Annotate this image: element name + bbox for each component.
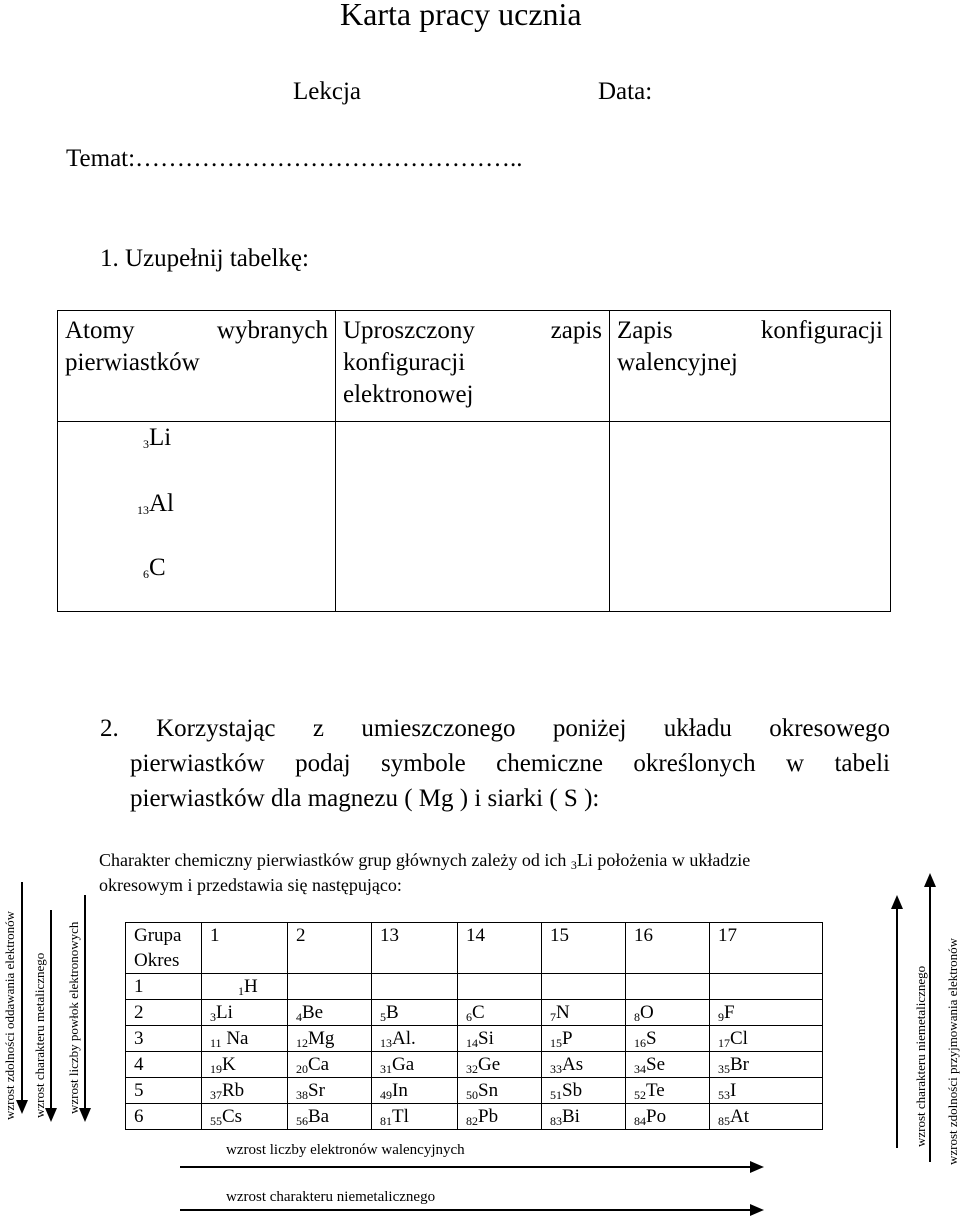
element-symbol: In (392, 1079, 408, 1101)
atomic-number: 32 (466, 1061, 478, 1076)
period-row (126, 1052, 823, 1078)
intro-text-b: położenia w układzie (592, 850, 751, 870)
col-simple-line2: konfiguracji (343, 349, 466, 376)
config-table (57, 310, 891, 612)
element-symbol: Be (302, 1001, 324, 1023)
element-symbol: Tl (392, 1105, 409, 1127)
left-arrow-3-shaft (84, 895, 86, 1110)
atomic-number: 8 (634, 1009, 640, 1024)
topic-label: Temat:……………………………………….. (66, 145, 523, 172)
element-symbol: O (640, 1001, 654, 1023)
empty-cell (458, 974, 542, 1000)
col-simple-word2: zapis (550, 317, 602, 344)
period-number: 6 (126, 1104, 202, 1130)
right-arrow-1-head (891, 895, 903, 909)
element-cell (372, 1104, 458, 1130)
element-symbol: I (730, 1079, 737, 1101)
element-symbol: Mg (308, 1027, 335, 1049)
atomic-number: 19 (210, 1061, 222, 1076)
element-symbol: S (646, 1027, 657, 1049)
element-cell (458, 1052, 542, 1078)
atomic-number: 33 (550, 1061, 562, 1076)
group-number: 16 (626, 923, 710, 949)
atomic-number: 50 (466, 1087, 478, 1102)
atomic-number: 53 (718, 1087, 730, 1102)
element-cell (202, 974, 288, 1000)
atomic-number: 11 (210, 1035, 222, 1050)
element-cell (542, 1052, 626, 1078)
element-symbol: N (556, 1001, 570, 1023)
intro-line1 (99, 850, 750, 871)
group-number: 17 (710, 923, 823, 949)
empty-cell (288, 974, 372, 1000)
element-symbol: Te (646, 1079, 665, 1101)
element-cell (372, 1026, 458, 1052)
periodic-okres-row (126, 948, 823, 974)
left-arrow-3-label: wzrost liczby powłok elektronowych (66, 921, 81, 1114)
element-cell (288, 1000, 372, 1026)
element-cell (710, 1104, 823, 1130)
empty-cell (542, 974, 626, 1000)
atomic-number: 56 (296, 1113, 308, 1128)
period-row (126, 1104, 823, 1130)
atomic-number: 34 (634, 1061, 646, 1076)
col-atoms-word2: wybranych (216, 317, 328, 344)
empty-cell (542, 948, 626, 974)
atomic-number: 35 (718, 1061, 730, 1076)
atomic-number: 13 (380, 1035, 392, 1050)
element-cell (542, 1026, 626, 1052)
element-cell (202, 1052, 288, 1078)
right-arrow-1-label: wzrost charakteru niemetalicznego (913, 965, 928, 1147)
right-arrow-1-shaft (896, 908, 898, 1148)
empty-cell (626, 948, 710, 974)
atom-row (143, 422, 328, 488)
element-cell (458, 1104, 542, 1130)
element-symbol: C (472, 1001, 485, 1023)
atom-symbol: Al (149, 490, 174, 517)
atom-number: 6 (143, 567, 149, 581)
period-row (126, 1026, 823, 1052)
atom-symbol: Li (149, 424, 172, 451)
atomic-number: 51 (550, 1087, 562, 1102)
periodic-table (125, 922, 823, 1130)
atomic-number: 7 (550, 1009, 556, 1024)
element-symbol: Si (478, 1027, 494, 1049)
element-cell (626, 1078, 710, 1104)
element-cell (542, 1078, 626, 1104)
atomic-number: 82 (466, 1113, 478, 1128)
element-symbol: B (386, 1001, 399, 1023)
atomic-number: 38 (296, 1087, 308, 1102)
col-simple-word1: Uproszczony (343, 317, 475, 344)
element-symbol: K (222, 1053, 236, 1075)
col-valence-word1: Zapis (617, 317, 673, 344)
atomic-number: 14 (466, 1035, 478, 1050)
atomic-number: 5 (380, 1009, 386, 1024)
atomic-number: 20 (296, 1061, 308, 1076)
element-symbol: Sr (308, 1079, 325, 1101)
element-cell (626, 1000, 710, 1026)
element-symbol: Br (730, 1053, 749, 1075)
element-symbol: Sn (478, 1079, 499, 1101)
element-symbol: H (244, 975, 258, 997)
empty-cell (288, 948, 372, 974)
right-arrow-2-label: wzrost zdolności przyjmowania elektronów (945, 937, 960, 1165)
col-valence-word2: konfiguracji (760, 317, 883, 344)
bottom-arrow-1-shaft (180, 1166, 752, 1168)
atomic-number: 9 (718, 1009, 724, 1024)
element-cell (288, 1026, 372, 1052)
atomic-number: 37 (210, 1087, 222, 1102)
atomic-number: 15 (550, 1035, 562, 1050)
atom-row (137, 488, 328, 552)
atom-row (143, 552, 328, 584)
grupa-label: Grupa (126, 923, 202, 949)
valence-config-answer-cell[interactable] (610, 422, 891, 612)
intro-text-a: Charakter chemiczny pierwiastków grup głównych zależy od ich (99, 850, 571, 870)
group-number: 13 (372, 923, 458, 949)
atomic-number: 49 (380, 1087, 392, 1102)
element-cell (288, 1104, 372, 1130)
empty-cell (710, 948, 823, 974)
element-symbol: F (724, 1001, 735, 1023)
element-cell (710, 1078, 823, 1104)
task2-line3: pierwiastków dla magnezu ( Mg ) i siarki ( S ): (130, 785, 600, 812)
period-number: 2 (126, 1000, 202, 1026)
periodic-header-row (126, 923, 823, 949)
col-simple-config-header (336, 311, 610, 422)
element-cell (458, 1078, 542, 1104)
element-cell (202, 1026, 288, 1052)
empty-cell (202, 948, 288, 974)
atomic-number: 84 (634, 1113, 646, 1128)
atomic-number: 52 (634, 1087, 646, 1102)
bottom-arrow-1-label: wzrost liczby elektronów walencyjnych (226, 1142, 465, 1158)
left-arrow-1-shaft (21, 882, 23, 1102)
element-cell (626, 1052, 710, 1078)
bottom-arrow-2-shaft (180, 1209, 752, 1211)
element-cell (710, 1000, 823, 1026)
left-arrow-1-label: wzrost zdolności oddawania elektronów (2, 910, 17, 1120)
atomic-number: 16 (634, 1035, 646, 1050)
element-symbol: Ba (308, 1105, 330, 1127)
period-number: 5 (126, 1078, 202, 1104)
atomic-number: 12 (296, 1035, 308, 1050)
group-number: 2 (288, 923, 372, 949)
element-cell (288, 1052, 372, 1078)
element-cell (288, 1078, 372, 1104)
element-symbol: Po (646, 1105, 667, 1127)
empty-cell (372, 948, 458, 974)
col-atoms-line2: pierwiastków (65, 349, 200, 376)
task2-line2: pierwiastków podaj symbole chemiczne określonych w tabeli (130, 750, 890, 777)
task1-instruction: 1. Uzupełnij tabelkę: (100, 245, 309, 272)
atomic-number: 55 (210, 1113, 222, 1128)
group-number: 1 (202, 923, 288, 949)
element-cell (626, 1104, 710, 1130)
bottom-arrow-2-label: wzrost charakteru niemetalicznego (226, 1189, 436, 1205)
task2-line1: 2. Korzystając z umieszczonego poniżej układu okresowego (100, 715, 890, 742)
element-symbol: Ga (392, 1053, 415, 1075)
col-valence-line2: walencyjnej (617, 349, 738, 376)
element-cell (626, 1026, 710, 1052)
okres-label: Okres (126, 948, 202, 974)
group-number: 15 (542, 923, 626, 949)
period-row (126, 1000, 823, 1026)
page-title: Karta pracy ucznia (340, 0, 582, 32)
lesson-label: Lekcja (293, 78, 362, 105)
col-valence-header (610, 311, 891, 422)
element-symbol: Ge (478, 1053, 501, 1075)
period-row (126, 974, 823, 1000)
element-symbol: Se (646, 1053, 665, 1075)
intro-line2: okresowym i przedstawia się następująco: (99, 875, 402, 895)
atomic-number: 81 (380, 1113, 392, 1128)
empty-cell (710, 974, 823, 1000)
bottom-arrow-2-head (750, 1204, 764, 1216)
atom-number: 3 (143, 437, 149, 451)
atomic-number: 83 (550, 1113, 562, 1128)
left-arrow-2-label: wzrost charakteru metalicznego (32, 952, 47, 1118)
date-label: Data: (598, 78, 653, 105)
atomic-number: 1 (238, 983, 244, 998)
element-cell (710, 1052, 823, 1078)
atoms-cell (58, 422, 336, 612)
col-atoms-word1: Atomy (65, 317, 135, 344)
period-number: 4 (126, 1052, 202, 1078)
period-number: 3 (126, 1026, 202, 1052)
element-cell (372, 1078, 458, 1104)
col-simple-line3: elektronowej (343, 381, 474, 408)
element-cell (458, 1026, 542, 1052)
element-cell (202, 1000, 288, 1026)
right-arrow-2-shaft (929, 886, 931, 1162)
element-cell (202, 1104, 288, 1130)
period-number: 1 (126, 974, 202, 1000)
bottom-arrow-1-head (750, 1161, 764, 1173)
element-cell (458, 1000, 542, 1026)
element-cell (542, 1104, 626, 1130)
empty-cell (626, 974, 710, 1000)
simple-config-answer-cell[interactable] (336, 422, 610, 612)
element-cell (202, 1078, 288, 1104)
element-symbol: Cl (730, 1027, 748, 1049)
atomic-number: 4 (296, 1009, 302, 1024)
element-symbol: As (562, 1053, 584, 1075)
element-symbol: Cs (222, 1105, 243, 1127)
element-symbol: Bi (562, 1105, 580, 1127)
atom-number: 13 (137, 503, 149, 517)
right-arrow-2-head (924, 873, 936, 887)
element-symbol: At (730, 1105, 749, 1127)
atomic-number: 85 (718, 1113, 730, 1128)
element-symbol: Pb (478, 1105, 499, 1127)
element-symbol: Li (216, 1001, 233, 1023)
atomic-number: 6 (466, 1009, 472, 1024)
intro-sym: Li (576, 850, 593, 870)
element-symbol: Ca (308, 1053, 330, 1075)
atomic-number: 3 (210, 1009, 216, 1024)
element-symbol: Al. (392, 1027, 416, 1049)
atomic-number: 31 (380, 1061, 392, 1076)
element-symbol: Na (221, 1027, 249, 1049)
atom-symbol: C (149, 554, 166, 581)
element-cell (372, 1052, 458, 1078)
element-symbol: Rb (222, 1079, 245, 1101)
period-row (126, 1078, 823, 1104)
empty-cell (372, 974, 458, 1000)
element-cell (542, 1000, 626, 1026)
element-symbol: P (562, 1027, 573, 1049)
empty-cell (458, 948, 542, 974)
element-cell (710, 1026, 823, 1052)
atomic-number: 17 (718, 1035, 730, 1050)
group-number: 14 (458, 923, 542, 949)
intro-sub: 3 (570, 858, 577, 872)
element-symbol: Sb (562, 1079, 583, 1101)
col-atoms-header (58, 311, 336, 422)
element-cell (372, 1000, 458, 1026)
left-arrow-2-shaft (50, 910, 52, 1110)
